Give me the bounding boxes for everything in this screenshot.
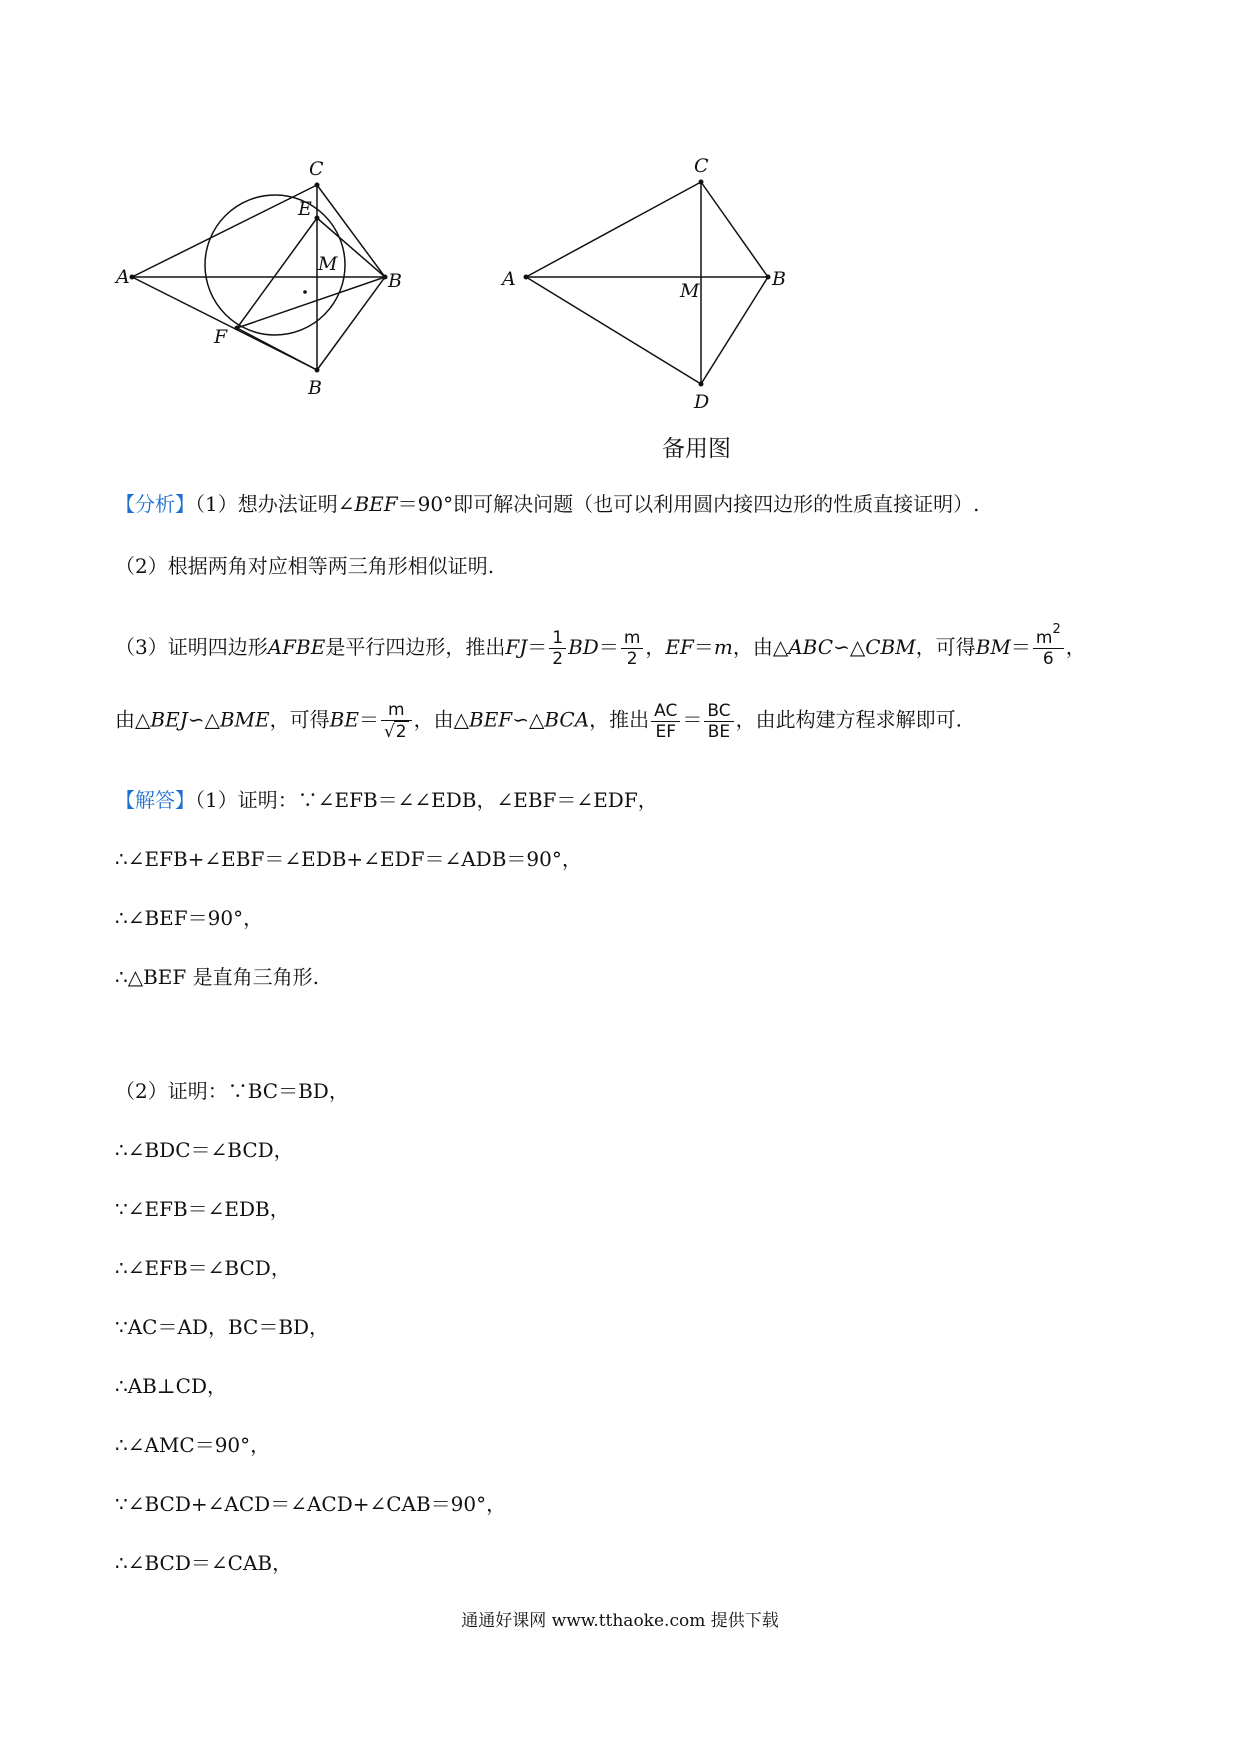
- solution-line-11: ∴∠AMC＝90°，: [115, 1433, 271, 1457]
- solution-line-6: ∴∠BDC＝∠BCD，: [115, 1138, 294, 1162]
- solution-line-2: ∴∠EFB+∠EBF＝∠EDB+∠EDF＝∠ADB＝90°，: [115, 847, 582, 871]
- solution-line-1: 【解答】（1）证明：∵∠EFB＝∠∠EDB，∠EBF＝∠EDF，: [115, 788, 658, 812]
- solution-line-9: ∵AC＝AD，BC＝BD，: [115, 1315, 330, 1339]
- label-M: M: [318, 253, 338, 275]
- solution-line-5: （2）证明：∵BC＝BD，: [115, 1079, 349, 1103]
- analysis-line-2: （2）根据两角对应相等两三角形相似证明.: [115, 554, 495, 578]
- fraction: $\frac{m}{2}$: [621, 628, 644, 669]
- label-B-bottom: B: [308, 377, 322, 399]
- analysis-line-3: （3）证明四边形AFBE是平行四边形，推出FJ＝ $\frac{1}{2}$ BD＝ $\frac{m}{2}$ ，EF＝m，由△ABC∽△CBM，可得BM＝ $\frac{m^2}{6}$ ，: [115, 622, 1086, 669]
- label-D: D: [694, 391, 710, 413]
- fraction: $\frac{m}{√2}$: [381, 700, 412, 742]
- label-B-right: B: [388, 270, 402, 292]
- label-E: E: [298, 198, 312, 220]
- solution-line-7: ∵∠EFB＝∠EDB，: [115, 1197, 290, 1221]
- analysis-line-1: 【分析】（1）想办法证明∠BEF＝90°即可解决问题（也可以利用圆内接四边形的性质直接证明）.: [115, 492, 980, 516]
- label-F: F: [214, 326, 228, 348]
- solution-line-3: ∴∠BEF＝90°，: [115, 906, 264, 930]
- label-A: A: [116, 266, 130, 288]
- solution-tag: 【解答】: [115, 788, 195, 812]
- fraction: $\frac{BC}{BE}$: [704, 701, 733, 742]
- solution-line-10: ∴AB⊥CD，: [115, 1374, 228, 1398]
- figure-1-diagram: [0, 0, 420, 420]
- label-A: A: [502, 268, 516, 290]
- solution-line-13: ∴∠BCD＝∠CAB，: [115, 1551, 293, 1575]
- solution-line-4: ∴△BEF 是直角三角形.: [115, 965, 319, 989]
- fraction: $\frac{m^2}{6}$: [1033, 628, 1064, 669]
- figure-2: [480, 0, 840, 424]
- label-B: B: [772, 268, 786, 290]
- figure-2-caption: 备用图: [662, 436, 731, 462]
- solution-line-8: ∴∠EFB＝∠BCD，: [115, 1256, 291, 1280]
- analysis-tag: 【分析】: [115, 492, 195, 516]
- page-footer: 通通好课网 www.tthaoke.com 提供下载: [461, 1611, 779, 1631]
- solution-line-12: ∵∠BCD+∠ACD＝∠ACD+∠CAB＝90°，: [115, 1492, 507, 1516]
- figure-1: [0, 0, 420, 424]
- analysis-line-4: 由△BEJ∽△BME，可得BE＝ $\frac{m}{√2}$ ，由△BEF∽△BCA，推出 $\frac{AC}{EF}$ ＝ $\frac{BC}{BE}$ ，由此构建方程求解即可.: [115, 700, 962, 742]
- fraction: $\frac{1}{2}$: [549, 628, 566, 669]
- label-C: C: [694, 155, 709, 177]
- label-C: C: [309, 158, 324, 180]
- label-M: M: [680, 280, 700, 302]
- figure-2-diagram: [480, 0, 840, 420]
- fraction: $\frac{AC}{EF}$: [651, 701, 680, 742]
